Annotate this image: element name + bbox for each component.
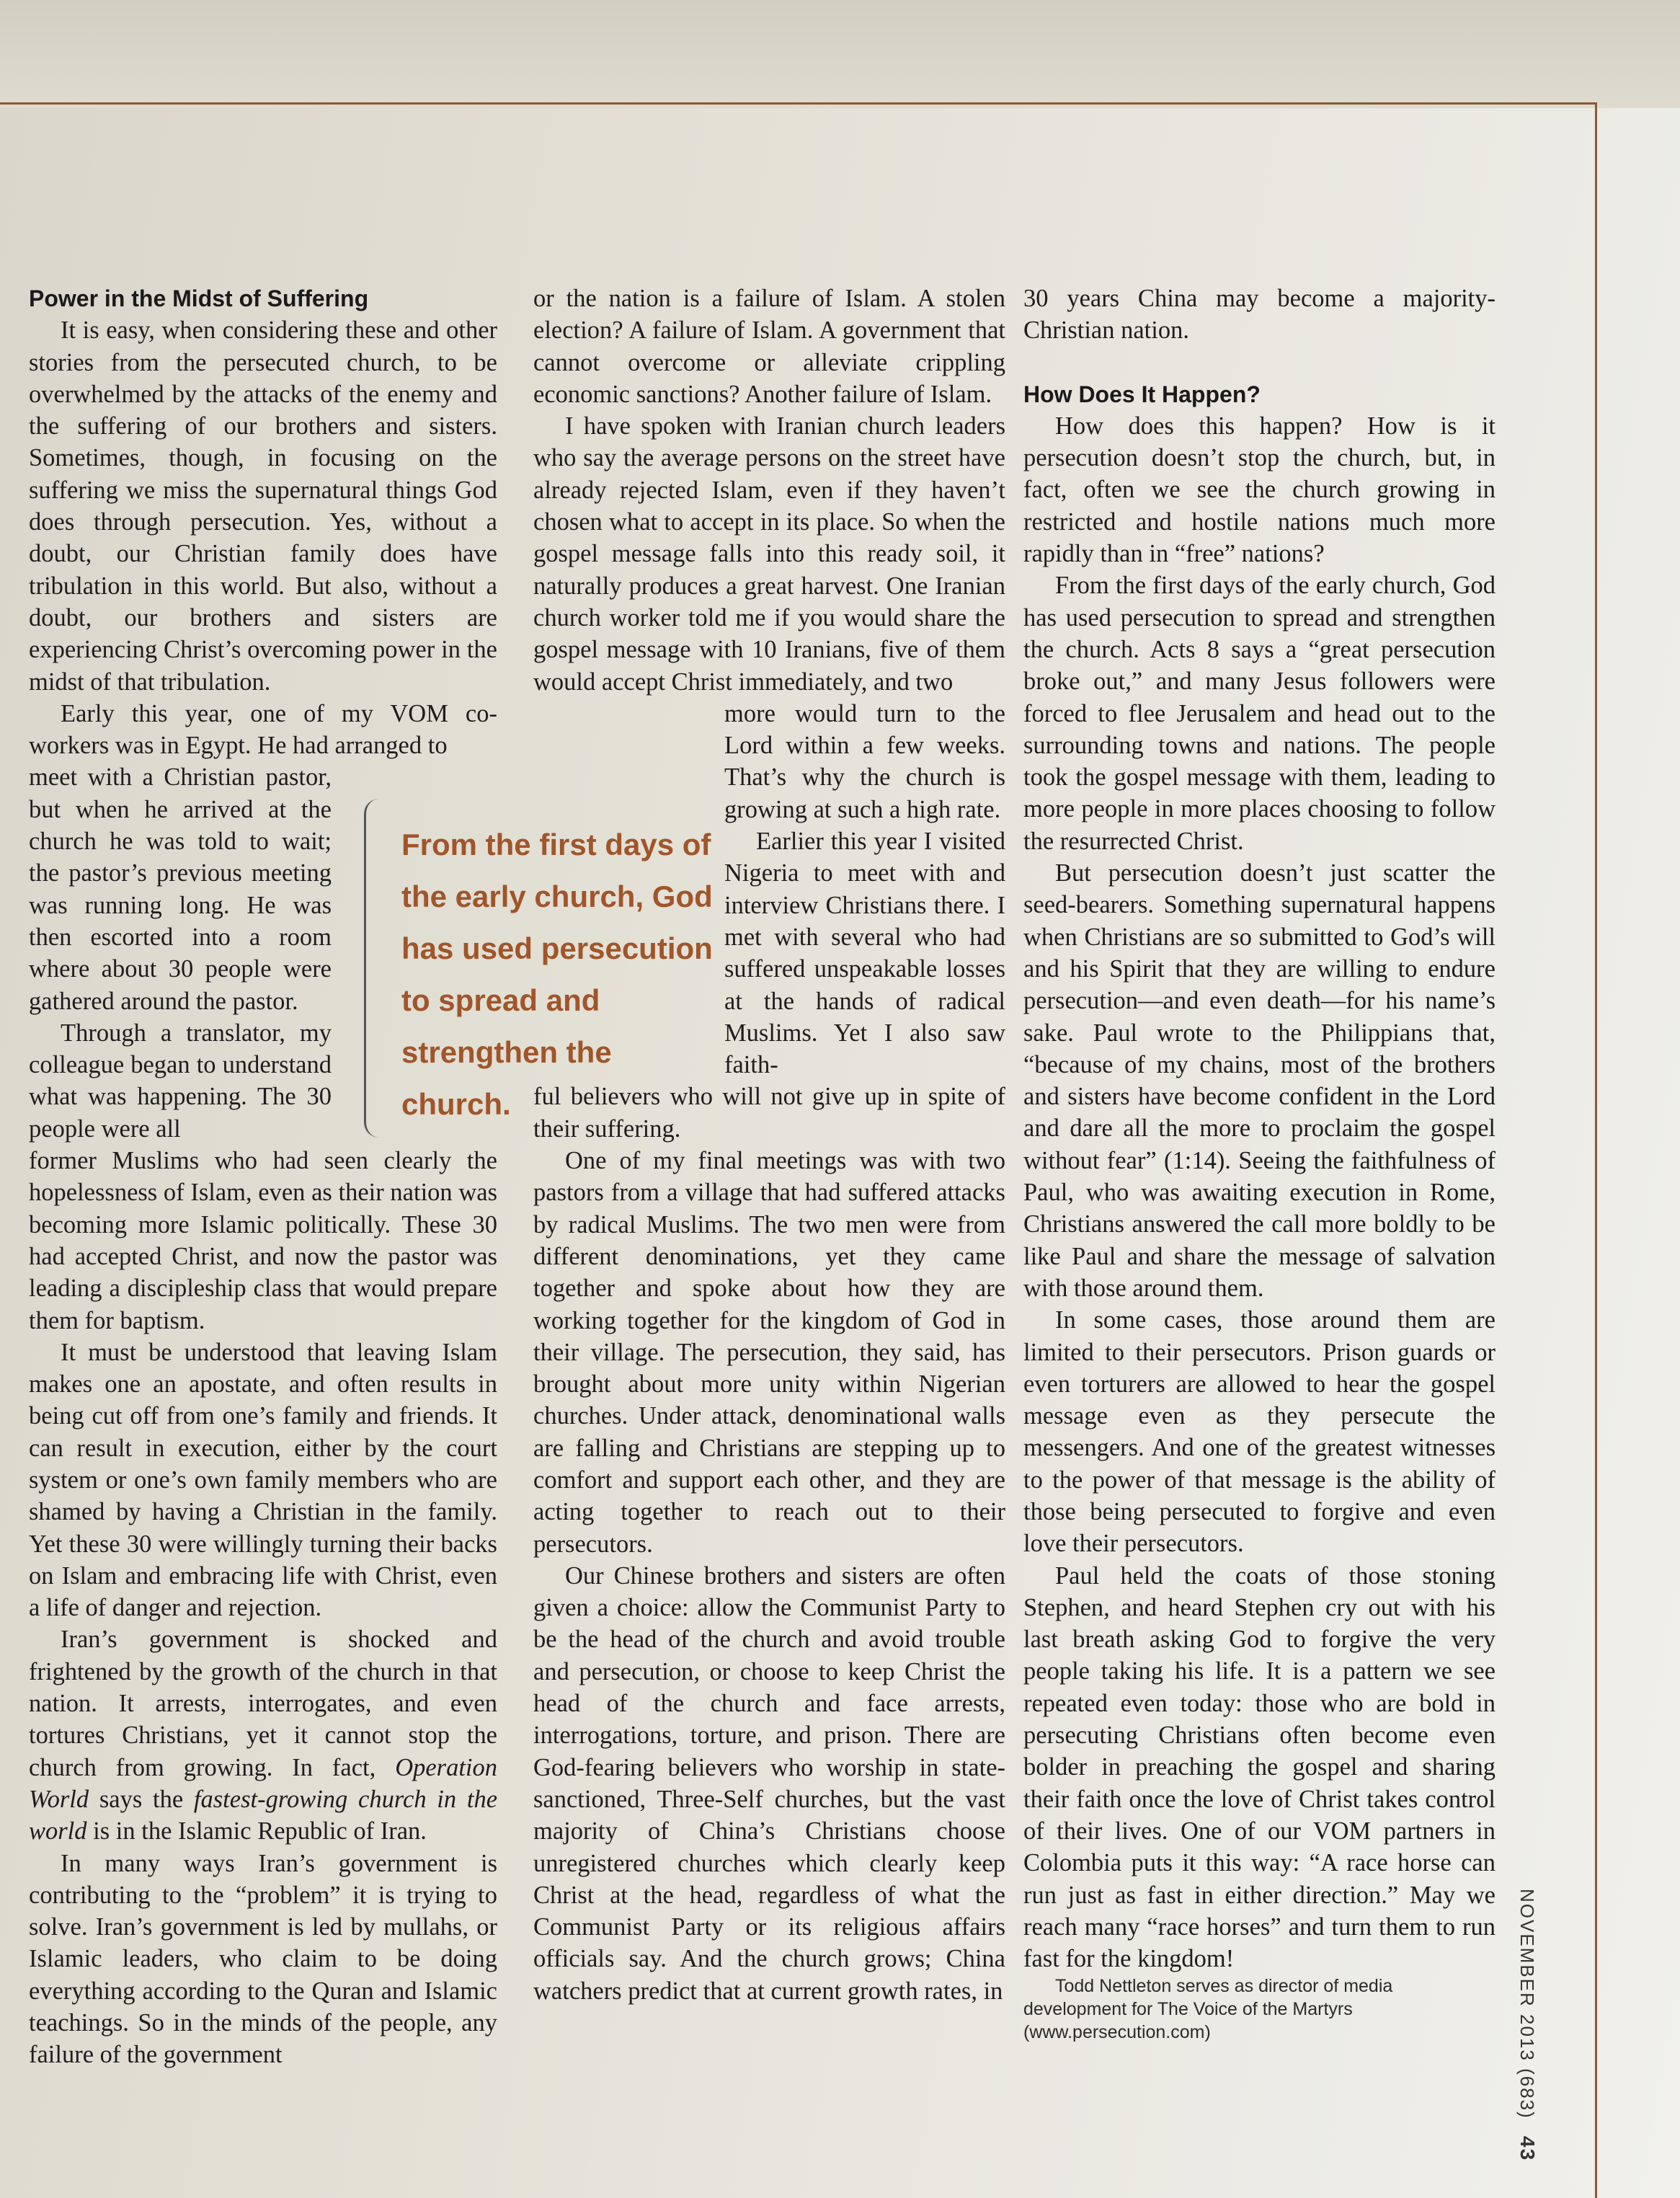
section-heading: How Does It Happen?: [1023, 381, 1261, 407]
paragraph: How does this happen? How is it persecution doesn’t stop the church, but, in fact, often we see the church growing in restricted and hostile nations much more rapidly than in “free” nations?: [1023, 412, 1495, 568]
pull-quote-text: From the first days of the early church, God has used persecution to spread and strengthen the church.: [401, 828, 713, 1121]
book-title: Operation World: [29, 1753, 498, 1813]
top-margin: [0, 0, 1680, 108]
page-number: 43: [1516, 2136, 1539, 2162]
issue-label: NOVEMBER 2013 (683): [1516, 1889, 1538, 2119]
paragraph: or the nation is a failure of Islam. A stolen election? A failure of Islam. A government that cannot overcome or alleviate crippling economic sanctions? Another failure of Islam.: [533, 285, 1005, 408]
paragraph: ful believers who will not give up in spite of their suffering.: [533, 1083, 1005, 1143]
author-bio: Todd Nettleton serves as director of media development for The Voice of the Martyrs (www.persecution.com): [1023, 1976, 1393, 2043]
pull-quote: [364, 799, 717, 1138]
paragraph: Through a translator, my colleague began to understand what was happening. The 30 people were all: [29, 1019, 332, 1143]
paragraph: It must be understood that leaving Islam makes one an apostate, and often results in being cut off from one’s family and friends. It can result in execution, either by the court system or one’s own family members who are shamed by having a Christian in the family. Yet these 30 were willingly turning their backs on Islam and embracing life with Christ, even a life of danger and rejection.: [29, 1338, 497, 1622]
bracket-decoration: [364, 799, 379, 1138]
paragraph: [29, 1623, 497, 1847]
paragraph: former Muslims who had seen clearly the hopelessness of Islam, even as their nation was becoming more Islamic politically. These 30 had accepted Christ, and now the pastor was leading a discipleship class that would prepare them for baptism.: [29, 1147, 497, 1334]
paragraph: 30 years China may become a majority-Christian nation.: [1023, 285, 1495, 345]
paragraph: Early this year, one of my VOM co-workers was in Egypt. He had arranged to: [29, 699, 497, 760]
paragraph: One of my final meetings was with two pastors from a village that had suffered attacks by radical Muslims. The two men were from different denominations, yet they came together and spoke about how they are working together for the kingdom of God in their village. The persecution, they said, has brought about more unity within Nigerian churches. Under attack, denominational walls are falling and Christians are stepping up to comfort and support each other, and they are acting together to reach out to their persecutors.: [533, 1147, 1005, 1558]
section-heading: Power in the Midst of Suffering: [29, 285, 369, 311]
paragraph: In many ways Iran’s government is contributing to the “problem” it is trying to solve. Iran’s government is led by mullahs, or Islamic leaders, who claim to be doing everything according to the Quran and Islamic teachings. So in the minds of the people, any failure of the government: [29, 1849, 497, 2069]
paragraph: meet with a Christian pastor, but when he arrived at the church he was told to wait; the pastor’s previous meeting was running long. He was then escorted into a room where about 30 people were gathered around the pastor.: [29, 763, 332, 1015]
paragraph: It is easy, when considering these and other stories from the persecuted church, to be overwhelmed by the attacks of the enemy and the suffering of our brothers and sisters. Sometimes, though, in focusing on the suffering we miss the supernatural things God does through persecution. Yes, without a doubt, our Christian family does have tribulation in this world. But also, without a doubt, our brothers and sisters are experiencing Christ’s overcoming power in the midst of that tribulation.: [29, 316, 497, 696]
text-run: Iran’s government is shocked and frightened by the growth of the church in that nation. It arrests, interrogates, and even tortures Christians, yet it cannot stop the church from growing. In fact,: [29, 1626, 497, 1781]
paragraph: Paul held the coats of those stoning Stephen, and heard Stephen cry out with his last breath asking God to forgive the very people taking his life. It is a pattern we see repeated even today: those who are bold in persecuting Christians often become even bolder in preaching the gospel and sharing their faith once the love of Christ takes control of their lives. One of our VOM partners in Colombia puts it this way: “A race horse can run just as fast in either direction.” May we reach many “race horses” and turn them to run fast for the kingdom!: [1023, 1561, 1495, 1973]
text-run: says the: [99, 1785, 184, 1813]
italic-phrase: fastest-growing church in the world: [29, 1785, 498, 1845]
paragraph: In some cases, those around them are limited to their persecutors. Prison guards or even torturers are allowed to hear the gospel message even as they persecute the messengers. And one of the greatest witnesses to the power of that message is the ability of those being persecuted to forgive and even love their persecutors.: [1023, 1306, 1495, 1558]
paragraph: I have spoken with Iranian church leaders who say the average persons on the street have already rejected Islam, even if they haven’t chosen what to accept in its place. So when the gospel message falls into this ready soil, it naturally produces a great harvest. One Iranian church worker told me if you would share the gospel message with 10 Iranians, five of them would accept Christ immediately, and two: [533, 412, 1005, 696]
paragraph: From the first days of the early church, God has used persecution to spread and strengthen the church. Acts 8 says a “great persecution broke out,” and many Jesus followers were forced to flee Jerusalem and head out to the surrounding towns and nations. The people took the gospel message with them, leading to more people in more places choosing to follow the resurrected Christ.: [1023, 572, 1495, 855]
paragraph: But persecution doesn’t just scatter the seed-bearers. Something supernatural happens when Christians are so submitted to God’s will and his Spirit that they are willing to endure persecution—and even death—for his name’s sake. Paul wrote to the Philippians that, “because of my chains, most of the brothers and sisters have become confident in the Lord and dare all the more to proclaim the gospel without fear” (1:14). Seeing the faithfulness of Paul, who was awaiting execution in Rome, Christians answered the call more boldly to be like Paul and share the message of salvation with those around them.: [1023, 859, 1495, 1302]
paragraph: more would turn to the Lord within a few weeks. That’s why the church is growing at such a high rate.: [724, 699, 1005, 823]
page-folio: [1510, 1889, 1539, 2162]
column-1: [29, 283, 497, 2071]
text-run: is in the Islamic Republic of Iran.: [93, 1817, 427, 1845]
frame-rule-right: [1595, 102, 1597, 2198]
column-3: [1023, 283, 1495, 2044]
paragraph: Earlier this year I visited Nigeria to meet with and interview Christians there. I met with several who had suffered unspeakable losses at the hands of radical Muslims. Yet I also saw faith-: [724, 828, 1005, 1079]
paragraph: Our Chinese brothers and sisters are often given a choice: allow the Communist Party to be the head of the church and avoid trouble and persecution, or choose to keep Christ the head of the church and face arrests, interrogations, torture, and prison. There are God-fearing believers who worship in state-sanctioned, Three-Self churches, but the vast majority of China’s Christians choose unregistered churches which clearly keep Christ at the head, regardless of what the Communist Party or its religious affairs officials say. And the church grows; China watchers predict that at current growth rates, in: [533, 1561, 1005, 2005]
column-2: [533, 283, 1005, 2007]
frame-rule-top: [0, 102, 1597, 105]
